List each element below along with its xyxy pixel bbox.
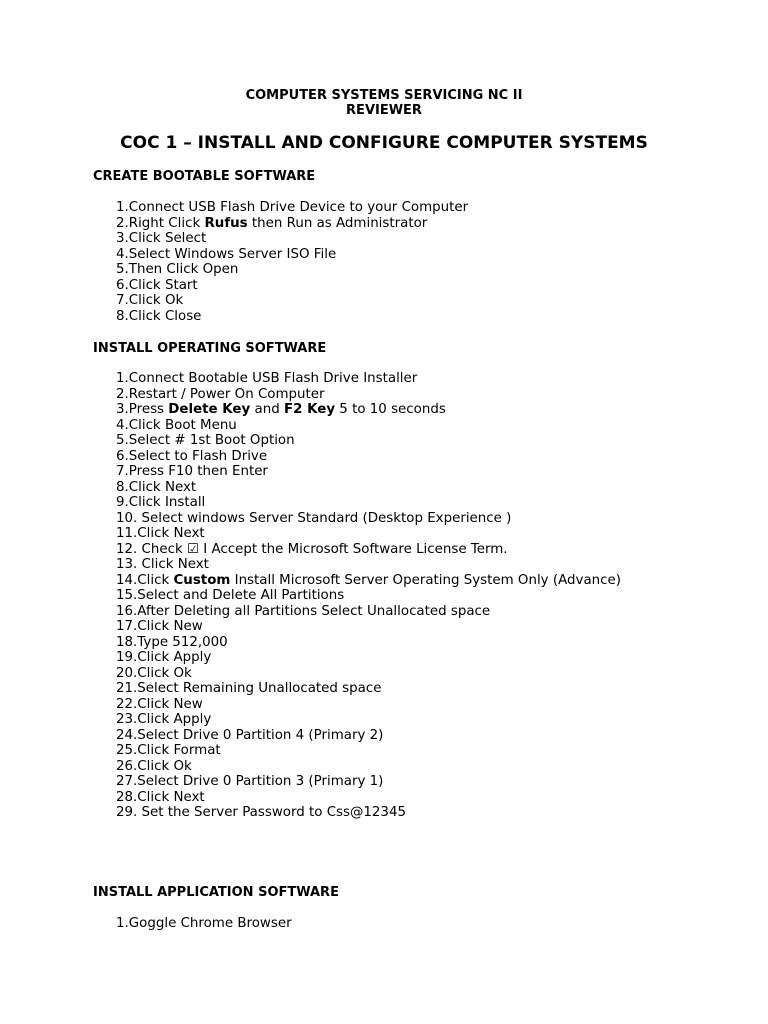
list-item: [116, 511, 621, 527]
step-number: 17.: [116, 619, 138, 634]
list-item: [116, 418, 621, 434]
step-text: Click Ok: [128, 293, 184, 308]
step-text: Install Microsoft Server Operating System Only (Advance): [230, 572, 621, 588]
step-number: 27.: [116, 774, 138, 789]
step-number: 5.: [116, 262, 129, 277]
step-text: Set the Server Password to Css@12345: [137, 805, 406, 820]
step-text: Select and Delete All Partitions: [137, 588, 345, 603]
step-number: 2.: [116, 215, 129, 231]
step-text: Click Next: [137, 557, 209, 572]
step-number: 6.: [116, 277, 129, 293]
step-text: Click New: [137, 696, 203, 712]
list-item: [116, 293, 468, 309]
list-item: [116, 759, 621, 775]
step-number: 13.: [116, 557, 138, 572]
step-text: Right Click: [128, 215, 205, 231]
list-item: [116, 619, 621, 635]
step-number: 24.: [116, 727, 138, 743]
list-item: [116, 681, 621, 697]
steps-list-application: [116, 916, 292, 932]
list-item: [116, 278, 468, 294]
step-number: 1.: [116, 916, 129, 931]
step-text: Select Remaining Unallocated space: [137, 681, 382, 696]
step-number: 1.: [116, 200, 129, 215]
step-number: 2.: [116, 386, 129, 402]
list-item: [116, 916, 292, 932]
step-text: Then Click Open: [128, 262, 239, 277]
step-number: 12.: [116, 541, 138, 557]
step-text: Select Windows Server ISO File: [128, 246, 337, 262]
step-number: 26.: [116, 758, 138, 774]
step-text: Select windows Server Standard (Desktop Experience ): [137, 510, 512, 526]
list-item: [116, 635, 621, 651]
step-number: 10.: [116, 510, 138, 526]
list-item: [116, 542, 621, 558]
step-text-bold: Custom: [173, 572, 231, 588]
step-number: 4.: [116, 246, 129, 262]
list-item: [116, 247, 468, 263]
step-text: Click Next: [137, 789, 205, 805]
section-heading-operating: INSTALL OPERATING SOFTWARE: [93, 341, 327, 356]
step-text: Click Install: [128, 495, 206, 510]
list-item: [116, 650, 621, 666]
header-line-1: COMPUTER SYSTEMS SERVICING NC II: [245, 88, 523, 103]
step-text: Connect USB Flash Drive Device to your Computer: [128, 200, 469, 215]
step-text: Select Drive 0 Partition 4 (Primary 2): [137, 727, 384, 743]
list-item: [116, 604, 621, 620]
list-item: [116, 387, 621, 403]
list-item: [116, 309, 468, 325]
step-text: Click Ok: [137, 665, 192, 681]
list-item: [116, 231, 468, 247]
step-number: 22.: [116, 696, 138, 712]
step-number: 5.: [116, 433, 129, 448]
list-item: [116, 402, 621, 418]
step-number: 6.: [116, 448, 129, 464]
step-text: and: [250, 402, 284, 417]
step-text: Click Boot Menu: [128, 417, 237, 433]
step-text: 5 to 10 seconds: [335, 402, 446, 417]
step-number: 14.: [116, 572, 138, 588]
step-number: 11.: [116, 526, 138, 541]
list-item: [116, 805, 621, 821]
header-line-2: REVIEWER: [346, 103, 422, 118]
step-text: Type 512,000: [137, 634, 228, 650]
list-item: [116, 728, 621, 744]
list-item: [116, 712, 621, 728]
step-text: Click Select: [128, 231, 207, 246]
steps-list-operating: [116, 371, 621, 821]
step-number: 3.: [116, 402, 129, 417]
list-item: [116, 480, 621, 496]
list-item: [116, 464, 621, 480]
step-number: 8.: [116, 479, 129, 495]
step-number: 16.: [116, 603, 138, 619]
step-number: 7.: [116, 464, 129, 479]
step-text: Goggle Chrome Browser: [128, 916, 292, 931]
section-heading-bootable: CREATE BOOTABLE SOFTWARE: [93, 169, 316, 184]
list-item: [116, 573, 621, 589]
step-number: 29.: [116, 805, 138, 820]
step-text: Connect Bootable USB Flash Drive Installer: [128, 371, 418, 386]
step-text: Press F10 then Enter: [128, 464, 268, 479]
step-number: 21.: [116, 681, 138, 696]
step-number: 28.: [116, 789, 138, 805]
step-number: 19.: [116, 650, 138, 665]
step-number: 4.: [116, 417, 129, 433]
list-item: [116, 697, 621, 713]
step-text: Click Close: [128, 308, 202, 324]
steps-list-bootable: [116, 200, 468, 324]
step-text: Click Start: [128, 277, 198, 293]
list-item: [116, 666, 621, 682]
step-text: Press: [128, 402, 169, 417]
step-text: Check ☑ I Accept the Microsoft Software License Term.: [137, 541, 508, 557]
step-number: 25.: [116, 743, 138, 758]
step-number: 3.: [116, 231, 129, 246]
step-text-bold: Rufus: [204, 215, 248, 231]
list-item: [116, 495, 621, 511]
step-text: After Deleting all Partitions Select Unallocated space: [137, 603, 491, 619]
page-title: COC 1 – INSTALL AND CONFIGURE COMPUTER SYSTEMS: [120, 133, 648, 153]
step-number: 8.: [116, 308, 129, 324]
list-item: [116, 588, 621, 604]
step-text: then Run as Administrator: [247, 215, 428, 231]
list-item: [116, 216, 468, 232]
step-text: Click Format: [137, 743, 221, 758]
step-number: 18.: [116, 634, 138, 650]
step-text-bold: F2 Key: [283, 402, 336, 417]
list-item: [116, 526, 621, 542]
list-item: [116, 262, 468, 278]
step-number: 9.: [116, 495, 129, 510]
step-number: 23.: [116, 712, 138, 727]
step-text: Select to Flash Drive: [128, 448, 268, 464]
step-text: Select # 1st Boot Option: [128, 433, 295, 448]
step-number: 15.: [116, 588, 138, 603]
step-text: Click Next: [128, 479, 197, 495]
step-text: Click New: [137, 619, 203, 634]
list-item: [116, 371, 621, 387]
list-item: [116, 557, 621, 573]
step-text: Click Ok: [137, 758, 192, 774]
step-text: Click Apply: [137, 712, 212, 727]
step-text: Click Apply: [137, 650, 212, 665]
step-number: 20.: [116, 665, 138, 681]
list-item: [116, 433, 621, 449]
step-text: Restart / Power On Computer: [128, 386, 325, 402]
list-item: [116, 743, 621, 759]
list-item: [116, 790, 621, 806]
step-text: Select Drive 0 Partition 3 (Primary 1): [137, 774, 384, 789]
section-heading-application: INSTALL APPLICATION SOFTWARE: [93, 885, 339, 900]
step-number: 7.: [116, 293, 129, 308]
step-number: 1.: [116, 371, 129, 386]
list-item: [116, 200, 468, 216]
step-text: Click: [137, 572, 174, 588]
list-item: [116, 774, 621, 790]
step-text-bold: Delete Key: [168, 402, 251, 417]
list-item: [116, 449, 621, 465]
step-text: Click Next: [137, 526, 205, 541]
